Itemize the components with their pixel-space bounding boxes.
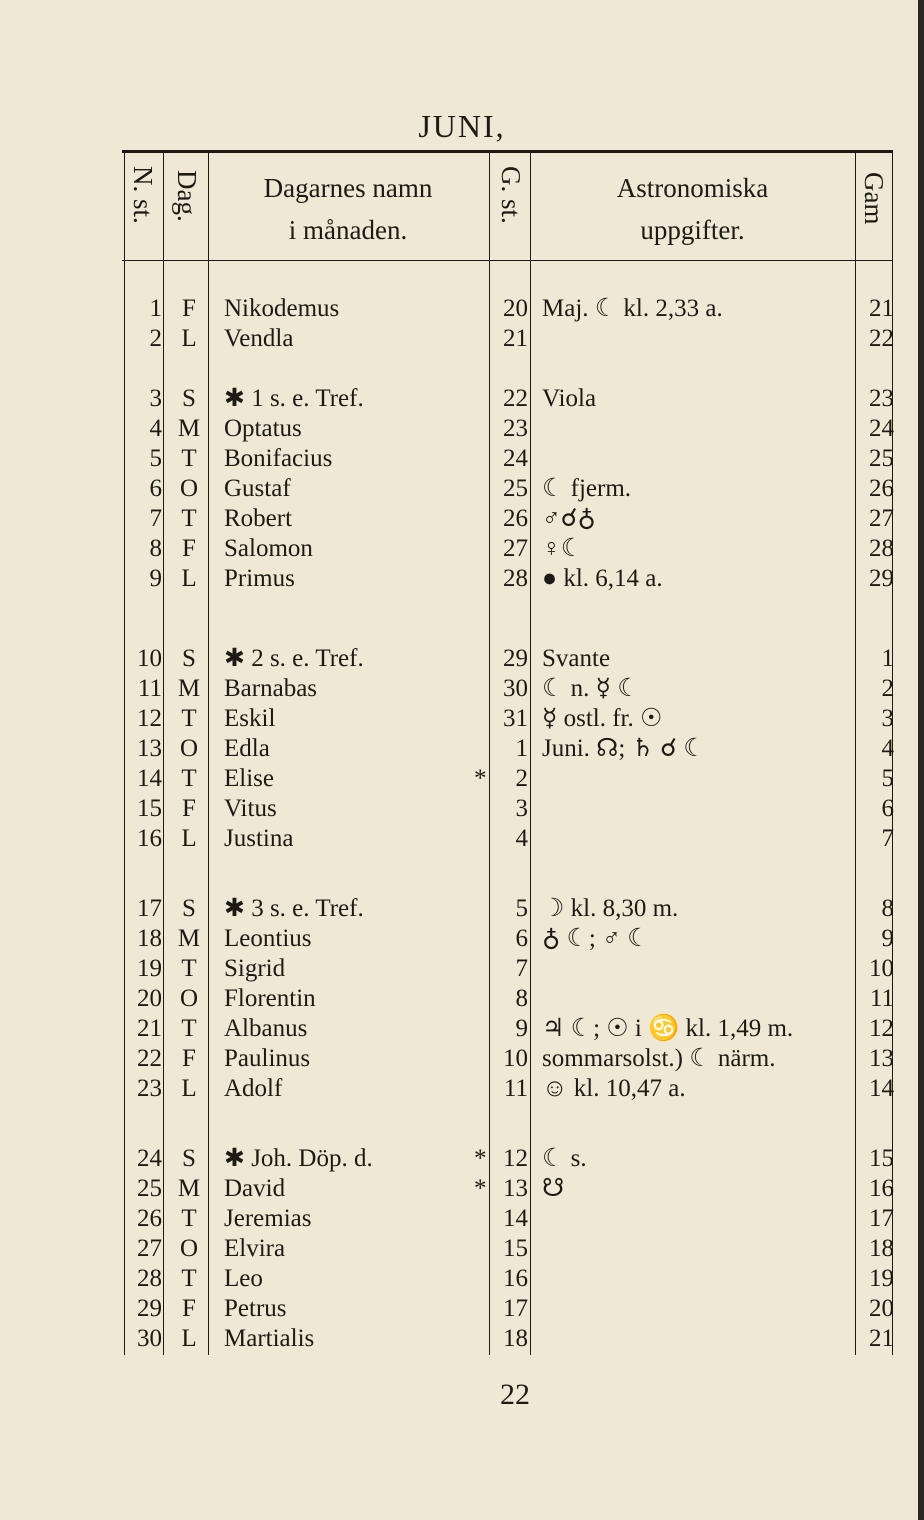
gam-date: 12	[869, 1015, 894, 1042]
day-name: Jeremias	[224, 1205, 312, 1232]
day-number: 22	[137, 1045, 162, 1072]
table-row	[0, 1204, 924, 1234]
astronomical-note: Juni. ☊; ♄ ☌ ☾	[542, 735, 706, 762]
weekday-letter: O	[179, 475, 199, 502]
header-n-st: N. st.	[128, 166, 158, 224]
gam-date: 5	[881, 765, 894, 792]
old-style-date: 20	[503, 295, 528, 322]
day-name: Bonifacius	[224, 445, 333, 472]
day-number: 28	[137, 1265, 162, 1292]
old-style-date: 22	[503, 385, 528, 412]
gam-date: 6	[881, 795, 894, 822]
weekday-letter: M	[177, 675, 201, 702]
gam-date: 24	[869, 415, 894, 442]
astronomical-note: ☾ fjerm.	[542, 475, 632, 502]
day-name: ✱ 3 s. e. Tref.	[224, 895, 364, 922]
weekday-letter: T	[181, 765, 197, 792]
header-astro-line2: uppgifter.	[640, 215, 745, 245]
astronomical-note: sommarsolst.) ☾ närm.	[542, 1045, 776, 1072]
astronomical-note: ☾ n. ☿ ☾	[542, 675, 640, 702]
table-row	[0, 534, 924, 564]
day-name: Robert	[224, 505, 293, 532]
gam-date: 13	[869, 1045, 894, 1072]
gam-date: 18	[869, 1235, 894, 1262]
weekday-letter: T	[181, 1205, 197, 1232]
day-name: ✱ 1 s. e. Tref.	[224, 385, 364, 412]
table-row	[0, 504, 924, 534]
old-style-date: 17	[503, 1295, 528, 1322]
astronomical-note: Maj. ☾ kl. 2,33 a.	[542, 295, 723, 322]
weekday-letter: L	[181, 1075, 197, 1102]
weekday-letter: F	[182, 295, 196, 322]
day-number: 21	[137, 1015, 162, 1042]
old-style-date: 30	[503, 675, 528, 702]
weekday-letter: L	[181, 1325, 197, 1352]
old-style-date: 27	[503, 535, 528, 562]
day-number: 20	[137, 985, 162, 1012]
astronomical-note: ♀☾	[542, 535, 584, 562]
day-number: 26	[137, 1205, 162, 1232]
astronomical-note: ☿ ostl. fr. ☉	[542, 705, 663, 732]
day-name: Elvira	[224, 1235, 286, 1262]
day-number: 29	[137, 1295, 162, 1322]
day-name: Adolf	[224, 1075, 283, 1102]
header-names-line2: i månaden.	[288, 215, 408, 245]
astronomical-note: Viola	[542, 385, 597, 412]
table-row	[0, 764, 924, 794]
day-name: Optatus	[224, 415, 302, 442]
astronomical-note: ☺ kl. 10,47 a.	[542, 1075, 686, 1102]
table-row	[0, 1294, 924, 1324]
gam-date: 21	[869, 1325, 894, 1352]
gam-date: 20	[869, 1295, 894, 1322]
weekday-letter: T	[181, 1265, 197, 1292]
day-number: 19	[137, 955, 162, 982]
weekday-letter: M	[177, 1175, 201, 1202]
weekday-letter: M	[177, 925, 201, 952]
astronomical-note: Svante	[542, 645, 611, 672]
day-number: 11	[137, 675, 162, 702]
table-row	[0, 824, 924, 854]
old-style-date: 28	[503, 565, 528, 592]
table-row	[0, 954, 924, 984]
weekday-letter: S	[182, 645, 196, 672]
gam-date: 23	[869, 385, 894, 412]
table-row	[0, 1044, 924, 1074]
weekday-letter: O	[179, 985, 199, 1012]
table-row	[0, 794, 924, 824]
weekday-letter: L	[181, 565, 197, 592]
page-title: JUNI,	[418, 108, 506, 144]
header-top-rule	[122, 150, 892, 153]
day-number: 1	[149, 295, 162, 322]
gam-date: 8	[881, 895, 894, 922]
old-style-date: 21	[503, 325, 528, 352]
gam-date: 9	[881, 925, 894, 952]
table-row	[0, 924, 924, 954]
astronomical-note: ♂☌♁	[542, 505, 596, 532]
astronomical-note: ♁ ☾; ♂ ☾	[542, 925, 650, 952]
header-names-line1: Dagarnes namn	[263, 173, 433, 203]
old-style-date: 26	[503, 505, 528, 532]
weekday-letter: T	[181, 505, 197, 532]
old-style-date: 7	[515, 955, 528, 982]
old-style-date: 5	[515, 895, 528, 922]
weekday-letter: M	[177, 415, 201, 442]
table-row	[0, 734, 924, 764]
gam-date: 28	[869, 535, 894, 562]
table-row	[0, 294, 924, 324]
day-name: Petrus	[224, 1295, 287, 1322]
table-row	[0, 1014, 924, 1044]
old-style-date: 23	[503, 415, 528, 442]
table-row	[0, 1174, 924, 1204]
gam-date: 29	[869, 565, 894, 592]
astronomical-note: ● kl. 6,14 a.	[542, 565, 663, 592]
page-number: 22	[500, 1378, 530, 1411]
day-number: 4	[149, 415, 162, 442]
day-name: Eskil	[224, 705, 276, 732]
gam-date: 10	[869, 955, 894, 982]
day-number: 18	[137, 925, 162, 952]
weekday-letter: L	[181, 825, 197, 852]
day-name: Barnabas	[224, 675, 318, 702]
gam-date: 14	[869, 1075, 894, 1102]
day-name: David	[224, 1175, 286, 1202]
day-number: 3	[149, 385, 162, 412]
astronomical-note: ♃ ☾; ☉ i ♋ kl. 1,49 m.	[542, 1015, 794, 1042]
day-number: 24	[137, 1145, 162, 1172]
table-row	[0, 704, 924, 734]
day-name: Sigrid	[224, 955, 286, 982]
day-name: Vitus	[224, 795, 277, 822]
table-row	[0, 984, 924, 1014]
day-name: Albanus	[224, 1015, 308, 1042]
day-name: Leontius	[224, 925, 312, 952]
old-style-date: 9	[515, 1015, 528, 1042]
old-style-date: 10	[503, 1045, 528, 1072]
day-name: Elise	[224, 765, 274, 792]
day-number: 17	[137, 895, 162, 922]
header-dag: Dag.	[172, 170, 202, 222]
day-number: 16	[137, 825, 162, 852]
day-name: Primus	[224, 565, 295, 592]
day-name: Florentin	[224, 985, 316, 1012]
holiday-mark: *	[474, 1175, 487, 1202]
header-gam: Gam	[859, 172, 889, 225]
old-style-date: 14	[503, 1205, 528, 1232]
old-style-date: 1	[515, 735, 528, 762]
table-row	[0, 444, 924, 474]
day-number: 2	[149, 325, 162, 352]
gam-date: 1	[881, 645, 894, 672]
day-name: Edla	[224, 735, 270, 762]
gam-date: 3	[881, 705, 894, 732]
table-row	[0, 1324, 924, 1354]
gam-date: 4	[881, 735, 894, 762]
day-name: Gustaf	[224, 475, 291, 502]
holiday-mark: *	[474, 1145, 487, 1172]
weekday-letter: T	[181, 1015, 197, 1042]
day-number: 13	[137, 735, 162, 762]
weekday-letter: T	[181, 705, 197, 732]
weekday-letter: F	[182, 1295, 196, 1322]
gam-date: 25	[869, 445, 894, 472]
day-number: 7	[149, 505, 162, 532]
table-row	[0, 564, 924, 594]
day-number: 12	[137, 705, 162, 732]
table-row	[0, 1264, 924, 1294]
day-number: 8	[149, 535, 162, 562]
weekday-letter: O	[179, 1235, 199, 1262]
header-astro-line1: Astronomiska	[616, 173, 769, 203]
old-style-date: 6	[515, 925, 528, 952]
weekday-letter: L	[181, 325, 197, 352]
day-name: Martialis	[224, 1325, 315, 1352]
weekday-letter: O	[179, 735, 199, 762]
day-number: 14	[137, 765, 162, 792]
old-style-date: 16	[503, 1265, 528, 1292]
day-number: 10	[137, 645, 162, 672]
weekday-letter: F	[182, 795, 196, 822]
weekday-letter: F	[182, 535, 196, 562]
day-number: 5	[149, 445, 162, 472]
weekday-letter: S	[182, 1145, 196, 1172]
table-row	[0, 474, 924, 504]
table-row	[0, 1074, 924, 1104]
table-row	[0, 644, 924, 674]
weekday-letter: S	[182, 385, 196, 412]
table-row	[0, 324, 924, 354]
day-number: 6	[149, 475, 162, 502]
day-name: ✱ 2 s. e. Tref.	[224, 645, 364, 672]
gam-date: 15	[869, 1145, 894, 1172]
day-name: Salomon	[224, 535, 313, 562]
astronomical-note: ☾ s.	[542, 1145, 587, 1172]
day-name: ✱ Joh. Döp. d.	[224, 1145, 373, 1172]
old-style-date: 8	[515, 985, 528, 1012]
day-number: 23	[137, 1075, 162, 1102]
day-number: 15	[137, 795, 162, 822]
gam-date: 7	[881, 825, 894, 852]
old-style-date: 15	[503, 1235, 528, 1262]
astronomical-note: ☋	[542, 1175, 565, 1202]
old-style-date: 24	[503, 445, 528, 472]
old-style-date: 3	[515, 795, 528, 822]
old-style-date: 4	[515, 825, 528, 852]
gam-date: 16	[869, 1175, 894, 1202]
old-style-date: 31	[503, 705, 528, 732]
old-style-date: 18	[503, 1325, 528, 1352]
gam-date: 21	[869, 295, 894, 322]
day-number: 9	[149, 565, 162, 592]
gam-date: 11	[869, 985, 894, 1012]
day-number: 27	[137, 1235, 162, 1262]
weekday-letter: S	[182, 895, 196, 922]
old-style-date: 25	[503, 475, 528, 502]
weekday-letter: F	[182, 1045, 196, 1072]
header-bottom-rule	[122, 260, 892, 261]
table-row	[0, 894, 924, 924]
weekday-letter: T	[181, 955, 197, 982]
table-row	[0, 414, 924, 444]
old-style-date: 12	[503, 1145, 528, 1172]
astronomical-note: ☽ kl. 8,30 m.	[542, 895, 679, 922]
gam-date: 17	[869, 1205, 894, 1232]
header-g-st: G. st.	[496, 166, 526, 224]
table-row	[0, 384, 924, 414]
day-name: Paulinus	[224, 1045, 311, 1072]
old-style-date: 13	[503, 1175, 528, 1202]
gam-date: 2	[881, 675, 894, 702]
day-name: Nikodemus	[224, 295, 340, 322]
table-row	[0, 674, 924, 704]
day-name: Justina	[224, 825, 294, 852]
old-style-date: 29	[503, 645, 528, 672]
table-row	[0, 1144, 924, 1174]
day-name: Vendla	[224, 325, 294, 352]
weekday-letter: T	[181, 445, 197, 472]
gam-date: 27	[869, 505, 894, 532]
day-name: Leo	[224, 1265, 263, 1292]
day-number: 30	[137, 1325, 162, 1352]
day-number: 25	[137, 1175, 162, 1202]
gam-date: 22	[869, 325, 894, 352]
gam-date: 26	[869, 475, 894, 502]
old-style-date: 2	[515, 765, 528, 792]
gam-date: 19	[869, 1265, 894, 1292]
holiday-mark: *	[474, 765, 487, 792]
old-style-date: 11	[503, 1075, 528, 1102]
table-row	[0, 1234, 924, 1264]
